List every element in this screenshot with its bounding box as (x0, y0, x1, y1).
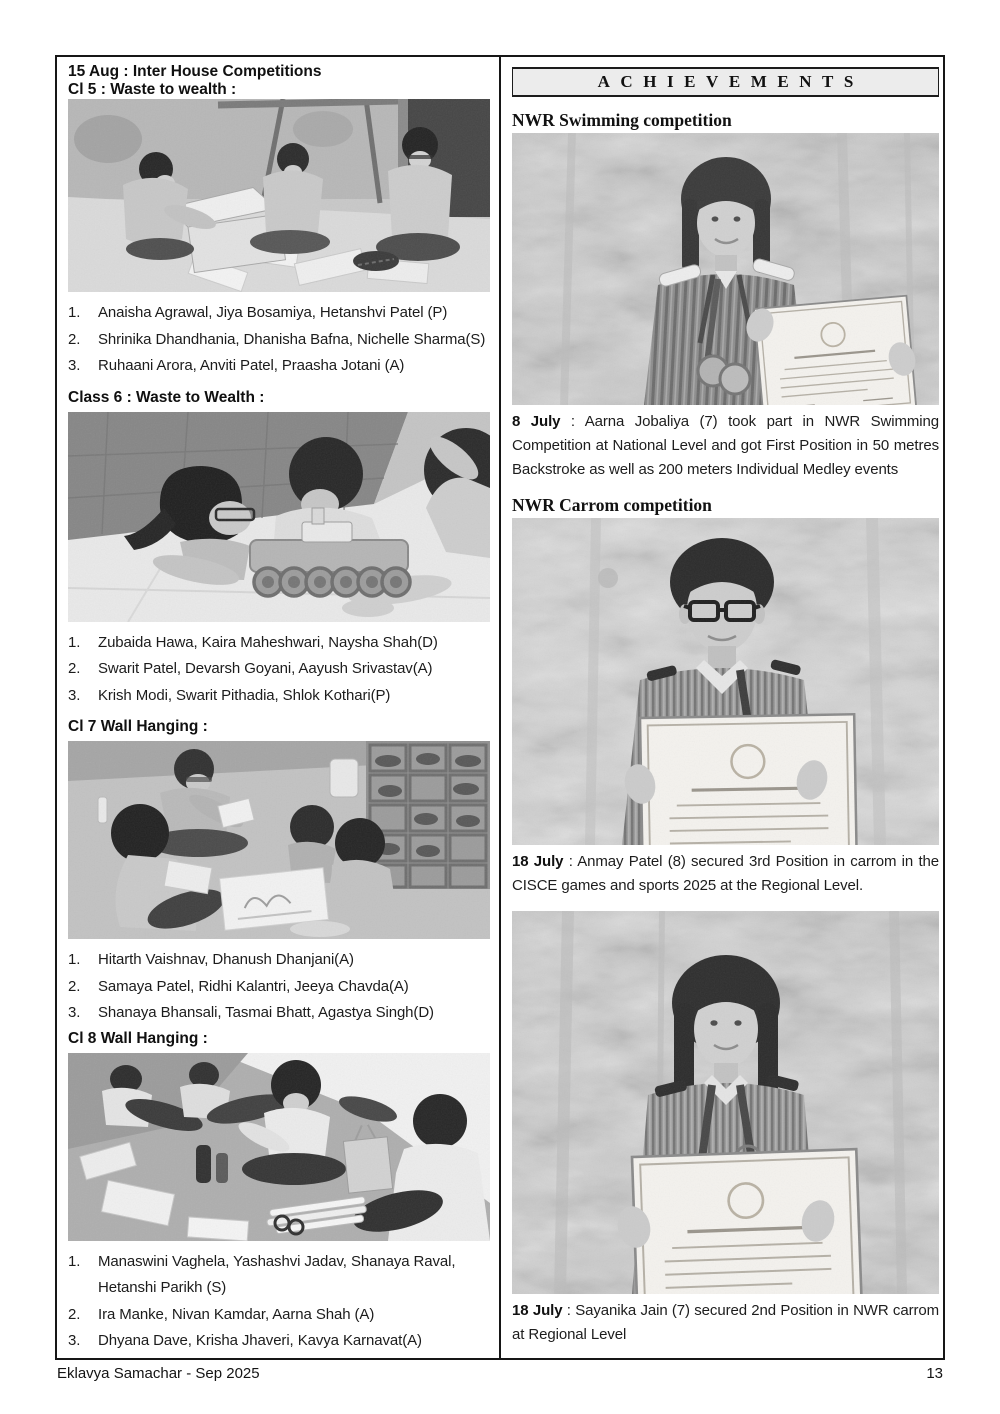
winner-number: 1. (68, 304, 81, 321)
photo-cl7-wall-hanging (68, 741, 490, 939)
winner-list-cl8 (68, 1249, 490, 1355)
winner-item (68, 656, 490, 683)
winner-number: 2. (68, 1305, 81, 1323)
winner-item (68, 300, 490, 327)
header-line-class5: Cl 5 : Waste to wealth : (68, 81, 237, 98)
winner-number: 2. (68, 977, 81, 995)
winner-item (68, 327, 490, 354)
winner-number: 3. (68, 1004, 81, 1021)
winner-names: Manaswini Vaghela, Yashashvi Jadav, Shanaya Raval, Hetanshi Parikh (S) (98, 1252, 456, 1296)
winner-list-cl5 (68, 300, 490, 380)
heading-carrom: NWR Carrom competition (512, 495, 712, 515)
winner-names: Zubaida Hawa, Kaira Maheshwari, Naysha Shah(D) (98, 633, 438, 651)
right-column (512, 62, 939, 1347)
winner-number: 3. (68, 1332, 81, 1349)
caption-carrom-girl (512, 1299, 939, 1347)
winner-item (68, 1328, 490, 1355)
winner-names: Shrinika Dhandhania, Dhanisha Bafna, Nichelle Sharma(S) (98, 330, 486, 348)
heading-class6: Class 6 : Waste to Wealth : (68, 388, 265, 406)
photo-cl8-wall-hanging (68, 1053, 490, 1241)
photo-swimming-winner (512, 133, 939, 405)
winner-names: Ira Manke, Nivan Kamdar, Aarna Shah (A) (98, 1305, 375, 1323)
winner-list-class6 (68, 630, 490, 710)
winner-item (68, 1000, 490, 1027)
winner-item (68, 947, 490, 974)
winner-list-cl7 (68, 947, 490, 1027)
winner-number: 3. (68, 686, 81, 704)
heading-cl7: Cl 7 Wall Hanging : (68, 718, 208, 735)
winner-names: Dhyana Dave, Krisha Jhaveri, Kavya Karnavat(A) (98, 1332, 422, 1349)
winner-number: 1. (68, 951, 81, 968)
winner-number: 2. (68, 330, 81, 348)
winner-names: Anaisha Agrawal, Jiya Bosamiya, Hetanshvi Patel (P) (98, 304, 448, 321)
caption-text: : Aarna Jobaliya (7) took part in NWR Swimming Competition at National Level and got First Position in 50 metres Backstroke as well as 200 meters Individual Medley events (512, 413, 939, 478)
winner-item (68, 630, 490, 657)
inter-house-header (68, 63, 490, 99)
winner-names: Swarit Patel, Devarsh Goyani, Aayush Srivastav(A) (98, 660, 433, 677)
caption-date: 18 July (512, 1302, 563, 1319)
winner-names: Ruhaani Arora, Anviti Patel, Praasha Jotani (A) (98, 357, 405, 374)
winner-number: 3. (68, 357, 81, 374)
winner-number: 2. (68, 660, 81, 677)
heading-cl8: Cl 8 Wall Hanging : (68, 1029, 208, 1047)
winner-names: Samaya Patel, Ridhi Kalantri, Jeeya Chavda(A) (98, 977, 409, 995)
winner-item (68, 683, 490, 710)
winner-names: Krish Modi, Swarit Pithadia, Shlok Kothari(P) (98, 686, 391, 704)
footer-newsletter-title: Eklavya Samachar - Sep 2025 (57, 1365, 260, 1382)
photo-class6-waste-to-wealth (68, 412, 490, 622)
photo-carrom-girl (512, 911, 939, 1294)
heading-swimming: NWR Swimming competition (512, 110, 732, 130)
caption-text: : Sayanika Jain (7) secured 2nd Position in NWR carrom at Regional Level (512, 1302, 940, 1343)
winner-names: Hitarth Vaishnav, Dhanush Dhanjani(A) (98, 951, 354, 968)
photo-cl5-waste-to-wealth (68, 99, 490, 292)
caption-carrom-boy (512, 850, 939, 898)
footer-page-number: 13 (926, 1365, 943, 1382)
column-divider (499, 55, 501, 1360)
winner-names: Shanaya Bhansali, Tasmai Bhatt, Agastya Singh(D) (98, 1004, 434, 1021)
caption-text: : Anmay Patel (8) secured 3rd Position in carrom in the CISCE games and sports 2025 at the Regional Level. (512, 853, 939, 894)
winner-number: 1. (68, 1252, 81, 1270)
caption-date: 8 July (512, 413, 561, 430)
achievements-banner: ACHIEVEMENTS (512, 67, 939, 97)
caption-date: 18 July (512, 853, 564, 870)
winner-item (68, 353, 490, 380)
caption-swimming (512, 410, 939, 482)
winner-item (68, 1249, 490, 1302)
winner-item (68, 1302, 490, 1329)
winner-item (68, 974, 490, 1001)
left-column (68, 63, 490, 1355)
winner-number: 1. (68, 633, 81, 651)
header-line-date: 15 Aug : Inter House Competitions (68, 63, 322, 80)
photo-carrom-boy (512, 518, 939, 845)
